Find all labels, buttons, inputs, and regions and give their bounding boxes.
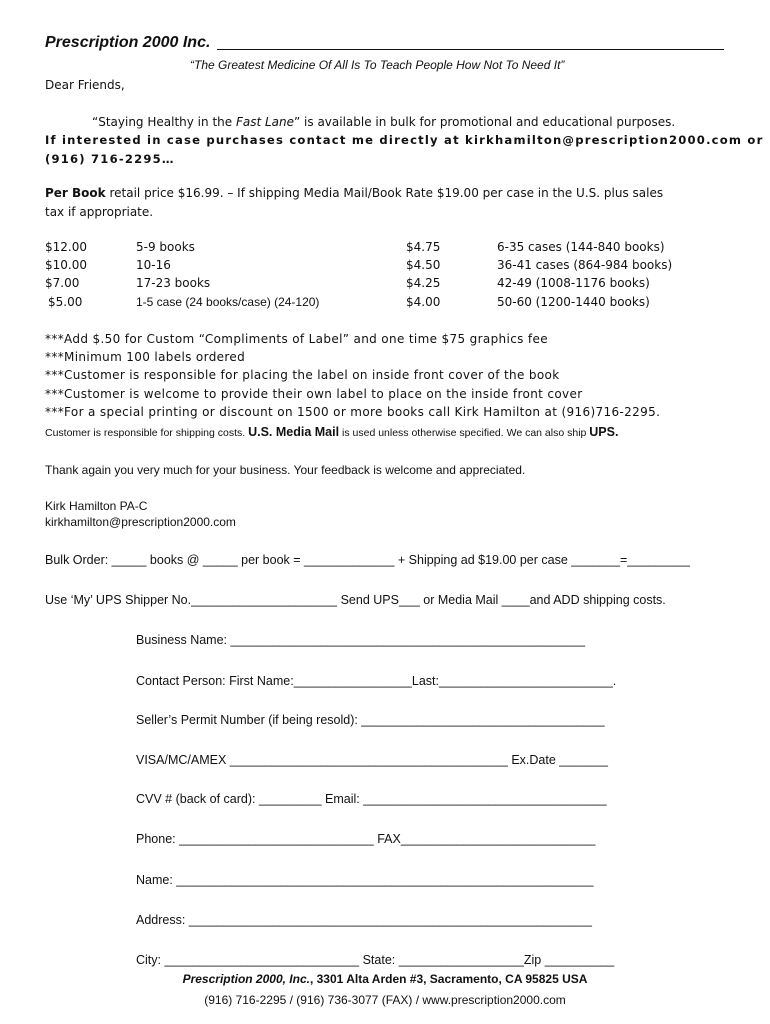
ups-label: UPS. [589,425,619,439]
note-1: ***Minimum 100 labels ordered [45,350,246,364]
footer-company: Prescription 2000, Inc. [182,972,310,986]
per-book-line [45,186,663,200]
qty-left-2: 17-23 books [136,276,211,290]
intro-pre: “Staying Healthy in the [92,115,236,129]
price-right-3: $4.00 [406,295,441,309]
signature-email: kirkhamilton@prescription2000.com [45,515,236,529]
contact-line-1: If interested in case purchases contact me directly at kirkhamilton@prescription2000.com or [45,133,764,147]
company-title: Prescription 2000 Inc. [45,34,211,51]
contact-line-2: (916) 716-2295… [45,152,175,166]
per-book-label: Per Book [45,186,106,200]
thanks-text: Thank again you very much for your business. Your feedback is welcome and appreciated. [45,463,526,477]
intro-line [92,115,675,129]
price-left-0: $12.00 [45,240,87,254]
name-field[interactable]: Name: ____________________________________________________________ [136,873,594,887]
shipping-note [45,425,618,439]
note-3: ***Customer is welcome to provide their own label to place on the inside front cover [45,387,583,401]
note-4: ***For a special printing or discount on 1500 or more books call Kirk Hamilton at (916)716-2295. [45,405,661,419]
shipping-note-mid: is used unless otherwise specified. We can also ship [339,427,590,439]
qty-left-1: 10-16 [136,258,171,272]
sellers-permit-field[interactable]: Seller’s Permit Number (if being resold): ___________________________________ [136,713,605,727]
ups-shipper-line[interactable]: Use ‘My’ UPS Shipper No._____________________ Send UPS___ or Media Mail ____and ADD shipping costs. [45,593,666,607]
card-field[interactable]: VISA/MC/AMEX ________________________________________ Ex.Date _______ [136,753,608,767]
cvv-email-field[interactable]: CVV # (back of card): _________ Email: ___________________________________ [136,792,607,806]
price-right-1: $4.50 [406,258,441,272]
intro-post: ” is available in bulk for promotional and educational purposes. [294,115,676,129]
footer-street: , 3301 Alta Arden #3, Sacramento, CA 95825 USA [309,972,588,986]
bulk-order-line[interactable]: Bulk Order: _____ books @ _____ per book = _____________ + Shipping ad $19.00 per case _______=_________ [45,553,690,567]
signature-name: Kirk Hamilton PA-C [45,499,148,513]
note-2: ***Customer is responsible for placing the label on inside front cover of the book [45,368,560,382]
footer-contact: (916) 716-2295 / (916) 736-3077 (FAX) / www.prescription2000.com [204,993,566,1007]
business-name-field[interactable]: Business Name: ___________________________________________________ [136,633,586,647]
per-book-line-2: tax if appropriate. [45,205,154,219]
qty-right-0: 6-35 cases (144-840 books) [497,240,665,254]
address-field[interactable]: Address: __________________________________________________________ [136,913,593,927]
qty-right-3: 50-60 (1200-1440 books) [497,295,650,309]
per-book-text: retail price $16.99. – If shipping Media Mail/Book Rate $19.00 per case in the U.S. plus sales [105,186,664,200]
qty-right-1: 36-41 cases (864-984 books) [497,258,673,272]
tagline: “The Greatest Medicine Of All Is To Teach People How Not To Need It” [190,58,565,72]
greeting: Dear Friends, [45,78,125,92]
qty-right-2: 42-49 (1008-1176 books) [497,276,650,290]
shipping-note-pre: Customer is responsible for shipping costs. [45,427,249,439]
qty-left-3: 1-5 case (24 books/case) (24-120) [136,295,320,309]
qty-left-0: 5-9 books [136,240,195,254]
media-mail-label: U.S. Media Mail [248,425,340,439]
footer-address [0,972,770,986]
book-title: Fast Lane [235,115,295,129]
header-rule [217,49,724,50]
price-left-3: $5.00 [48,295,83,309]
city-state-zip-field[interactable]: City: ____________________________ State: __________________Zip __________ [136,953,615,967]
note-0: ***Add $.50 for Custom “Compliments of Label” and one time $75 graphics fee [45,332,548,346]
contact-person-field[interactable]: Contact Person: First Name:_________________Last:_________________________. [136,674,617,688]
price-left-1: $10.00 [45,258,87,272]
price-right-2: $4.25 [406,276,441,290]
price-right-0: $4.75 [406,240,441,254]
phone-fax-field[interactable]: Phone: ____________________________ FAX____________________________ [136,832,596,846]
price-left-2: $7.00 [45,276,80,290]
